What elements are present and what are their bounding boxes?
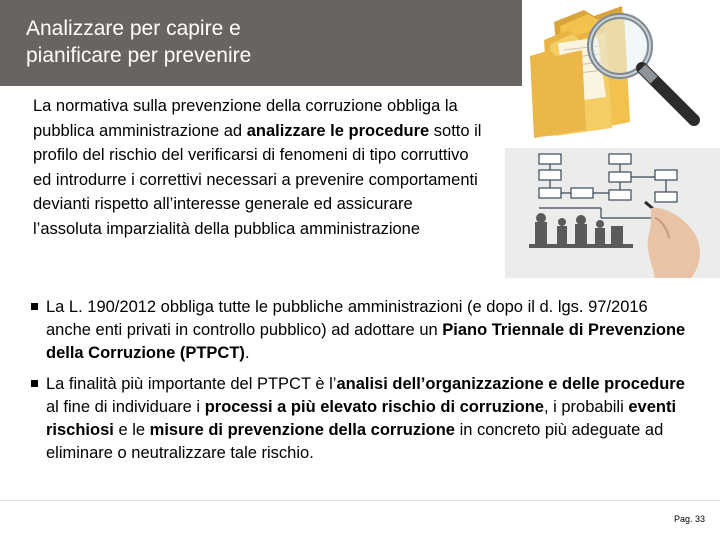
bullet-list: [30, 296, 690, 474]
bullet-2-emphasis-4: misure di prevenzione della corruzione: [149, 420, 455, 439]
slide-title: [26, 15, 251, 69]
bullet-2-text-2: al fine di individuare i: [46, 398, 205, 417]
bullet-1-text-2: .: [244, 343, 250, 362]
flowchart-hand-image: [505, 148, 720, 278]
title-bar: [0, 0, 522, 86]
folders-magnifier-image: [524, 0, 720, 140]
bullet-2-text-4: e le: [113, 420, 150, 439]
bullet-2-text-5: in concreto più adeguate ad eliminare o neutralizzare tale rischio.: [46, 420, 664, 462]
bullet-1-emphasis: Piano Triennale di Prevenzione della Corruzione (PTPCT): [46, 320, 686, 362]
bullet-2-text-3: , i probabili: [543, 398, 629, 417]
intro-paragraph: [33, 94, 483, 242]
intro-text-1: La normativa sulla prevenzione della corruzione obbliga la pubblica amministrazione ad: [33, 97, 458, 140]
bullet-1-text-1: La L. 190/2012 obbliga tutte le pubbliche amministrazioni (e dopo il d. lgs. 97/2016 anche enti privati in controllo pubblico) ad adottare un: [46, 298, 648, 339]
bullet-item-law: [30, 296, 690, 364]
square-bullet-icon: [31, 380, 38, 387]
bullet-2-text-1: La finalità più importante del PTPCT è l’: [46, 375, 337, 394]
footer-divider: [0, 500, 720, 501]
page-number: Pag. 33: [673, 514, 705, 524]
bullet-2-emphasis-3: eventi rischiosi: [46, 398, 677, 439]
intro-text-2: sotto il profilo del rischio del verificarsi di fenomeni di tipo corruttivo ed introdurre i correttivi necessari a prevenire comportamenti devianti rispetto all’interesse generale ed assicurare l’assoluta imparzialità della pubblica amministrazione: [33, 121, 482, 238]
title-line-2: pianificare per prevenire: [26, 44, 252, 67]
title-line-1: Analizzare per capire e: [26, 17, 241, 40]
intro-emphasis: analizzare le procedure: [246, 121, 430, 140]
bullet-2-emphasis-1: analisi dell’organizzazione e delle procedure: [336, 375, 685, 394]
bullet-item-purpose: [30, 373, 690, 464]
square-bullet-icon: [31, 303, 38, 310]
bullet-2-emphasis-2: processi a più elevato rischio di corruzione: [204, 398, 544, 417]
